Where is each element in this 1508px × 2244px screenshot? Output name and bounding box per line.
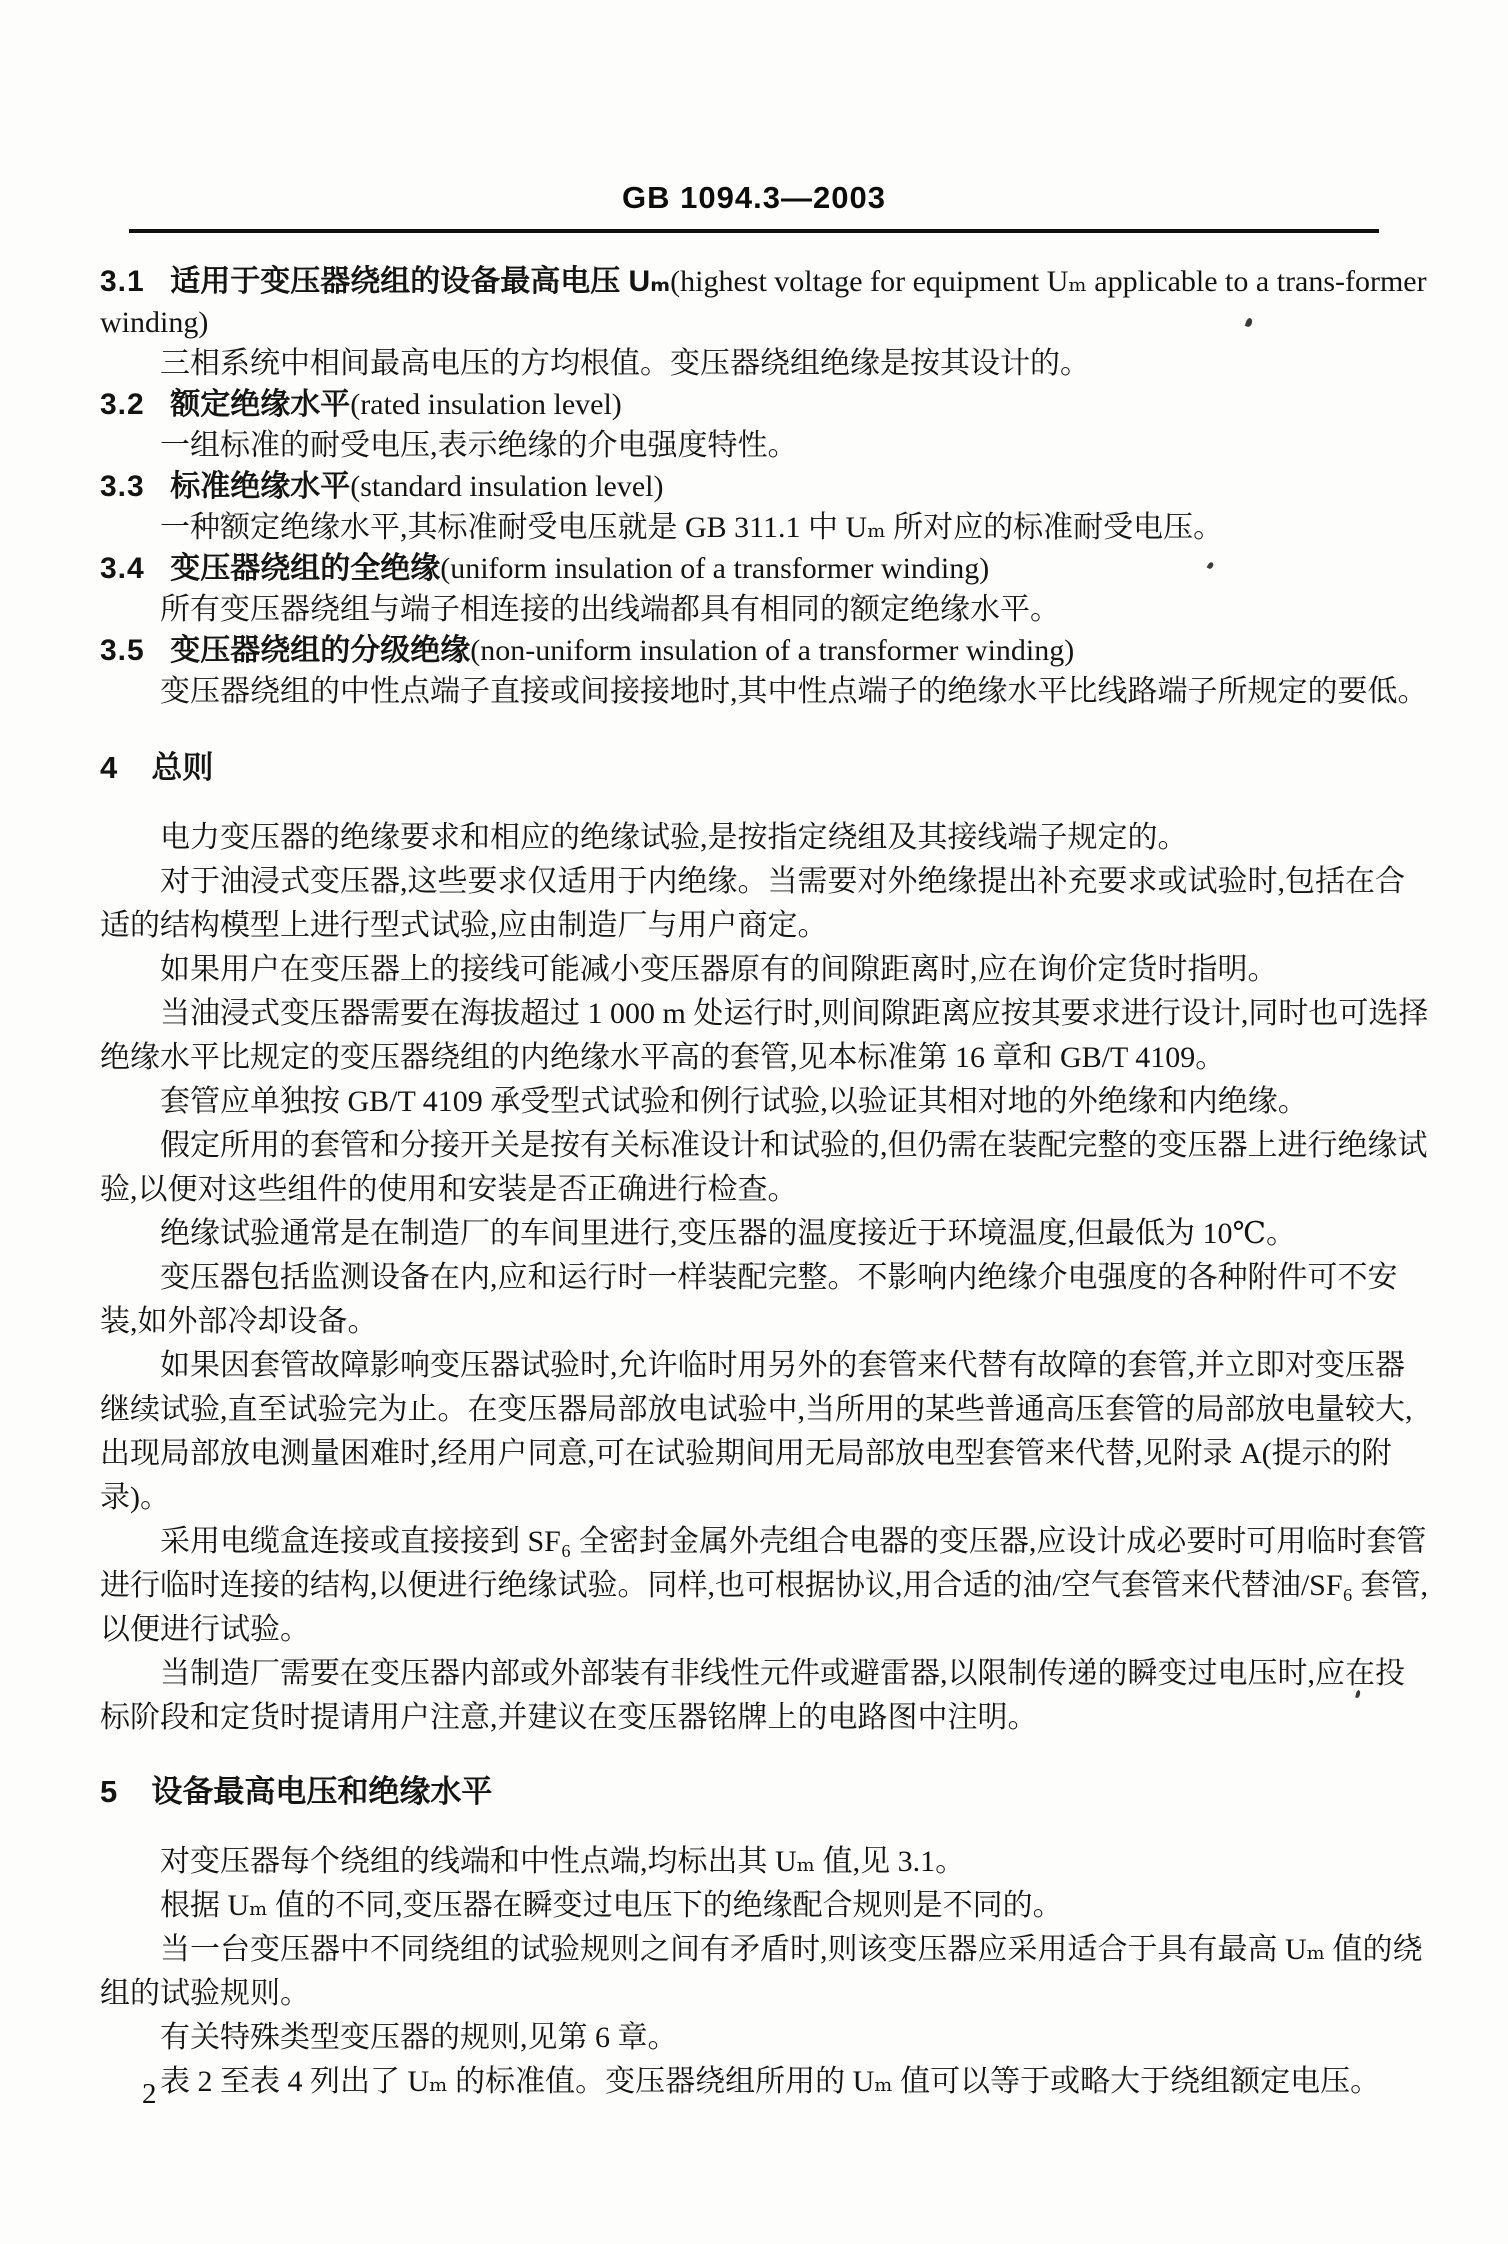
section-title: 设备最高电压和绝缘水平 [151,1774,493,1809]
paragraph: 有关特殊类型变压器的规则,见第 6 章。 [160,2021,678,2054]
clause-number: 3.1 [100,265,145,298]
term-definition-3-3: 一种额定绝缘水平,其标准耐受电压就是 GB 311.1 中 Uₘ 所对应的标准耐受电压。 [160,511,1224,544]
paragraph: 如果因套管故障影响变压器试验时,允许临时用另外的套管来代替有故障的套管,并立即对变压器继续试验,直至试验完为止。在变压器局部放电试验中,当所用的某些普通高压套管的局部放电量较大,出现局部放电测量困难时,经用户同意,可在试验期间用无局部放电型套管来代替,见附录 A(提示的附录)。 [100,1349,1413,1514]
term-definition-3-5: 变压器绕组的中性点端子直接或间接接地时,其中性点端子的绝缘水平比线路端子所规定的要低。 [160,675,1428,708]
term-heading-3-4 [100,548,1432,589]
paragraph: 表 2 至表 4 列出了 Uₘ 的标准值。变压器绕组所用的 Uₘ 值可以等于或略大于绕组额定电压。 [160,2065,1381,2098]
term-heading-3-5 [100,630,1432,671]
term-definition-3-1: 三相系统中相间最高电压的方均根值。变压器绕组绝缘是按其设计的。 [160,347,1090,380]
term-title-zh: 变压器绕组的全绝缘 [170,552,441,585]
paragraph: 当制造厂需要在变压器内部或外部装有非线性元件或避雷器,以限制传递的瞬变过电压时,应在投标阶段和定货时提请用户注意,并建议在变压器铭牌上的电路图中注明。 [100,1657,1405,1734]
paragraph: 套管应单独按 GB/T 4109 承受型式试验和例行试验,以验证其相对地的外绝缘和内绝缘。 [160,1085,1308,1118]
paragraph: 对于油浸式变压器,这些要求仅适用于内绝缘。当需要对外绝缘提出补充要求或试验时,包括在合适的结构模型上进行型式试验,应由制造厂与用户商定。 [100,865,1405,942]
paragraph: 当一台变压器中不同绕组的试验规则之间有矛盾时,则该变压器应采用适合于具有最高 Uₘ 值的绕组的试验规则。 [100,1933,1423,2010]
clause-number: 3.3 [100,470,145,503]
section-number: 5 [100,1774,118,1809]
page-number: 2 [142,2078,157,2110]
paragraph: 电力变压器的绝缘要求和相应的绝缘试验,是按指定绕组及其接线端子规定的。 [160,821,1188,854]
term-title-en: (uniform insulation of a transformer winding) [440,552,990,585]
term-title-zh: 变压器绕组的分级绝缘 [170,634,471,667]
term-title-zh: 适用于变压器绕组的设备最高电压 Uₘ [170,265,671,298]
clause-number: 3.2 [100,388,145,421]
header-rule [129,229,1379,233]
paragraph: 假定所用的套管和分接开关是按有关标准设计和试验的,但仍需在装配完整的变压器上进行绝缘试验,以便对这些组件的使用和安装是否正确进行检查。 [100,1129,1428,1206]
section-number: 4 [100,750,118,785]
definitions-block [100,261,1432,712]
section-5-heading [100,1770,1432,1814]
paragraph: 对变压器每个绕组的线端和中性点端,均标出其 Uₘ 值,见 3.1。 [160,1845,966,1878]
paragraph: 根据 Uₘ 值的不同,变压器在瞬变过电压下的绝缘配合规则是不同的。 [160,1889,1063,1922]
paragraph: 绝缘试验通常是在制造厂的车间里进行,变压器的温度接近于环境温度,但最低为 10℃。 [160,1217,1297,1250]
term-definition-3-2: 一组标准的耐受电压,表示绝缘的介电强度特性。 [160,429,798,462]
paragraph: 当油浸式变压器需要在海拔超过 1 000 m 处运行时,则间隙距离应按其要求进行设计,同时也可选择绝缘水平比规定的变压器绕组的内绝缘水平高的套管,见本标准第 16 章和 GB/T 4109。 [100,997,1429,1074]
paragraph: 如果用户在变压器上的接线可能减小变压器原有的间隙距离时,应在询价定货时指明。 [160,953,1278,986]
term-heading-3-3 [100,466,1432,507]
term-title-zh: 标准绝缘水平 [170,470,351,503]
section-title: 总则 [151,750,214,785]
term-heading-3-2 [100,384,1432,425]
standard-number-header: GB 1094.3—2003 [622,180,886,215]
clause-number: 3.5 [100,634,145,667]
term-heading-3-1 [100,261,1432,343]
paragraph: 变压器包括监测设备在内,应和运行时一样装配完整。不影响内绝缘介电强度的各种附件可不安装,如外部冷却设备。 [100,1261,1398,1338]
term-title-en: (non-uniform insulation of a transformer winding) [470,634,1075,667]
section-4-heading [100,746,1432,790]
document-body [100,261,1432,2104]
term-title-en: (standard insulation level) [350,470,664,503]
term-title-en: (highest voltage for equipment Uₘ applicable to a trans-former winding) [100,265,1427,339]
term-title-en: (rated insulation level) [350,388,622,421]
term-definition-3-4: 所有变压器绕组与端子相连接的出线端都具有相同的额定绝缘水平。 [160,593,1060,626]
paragraph: 采用电缆盒连接或直接接到 SF₆ 全密封金属外壳组合电器的变压器,应设计成必要时可用临时套管进行临时连接的结构,以便进行绝缘试验。同样,也可根据协议,用合适的油/空气套管来代替油/SF₆ 套管,以便进行试验。 [100,1525,1428,1646]
clause-number: 3.4 [100,552,145,585]
term-title-zh: 额定绝缘水平 [170,388,351,421]
